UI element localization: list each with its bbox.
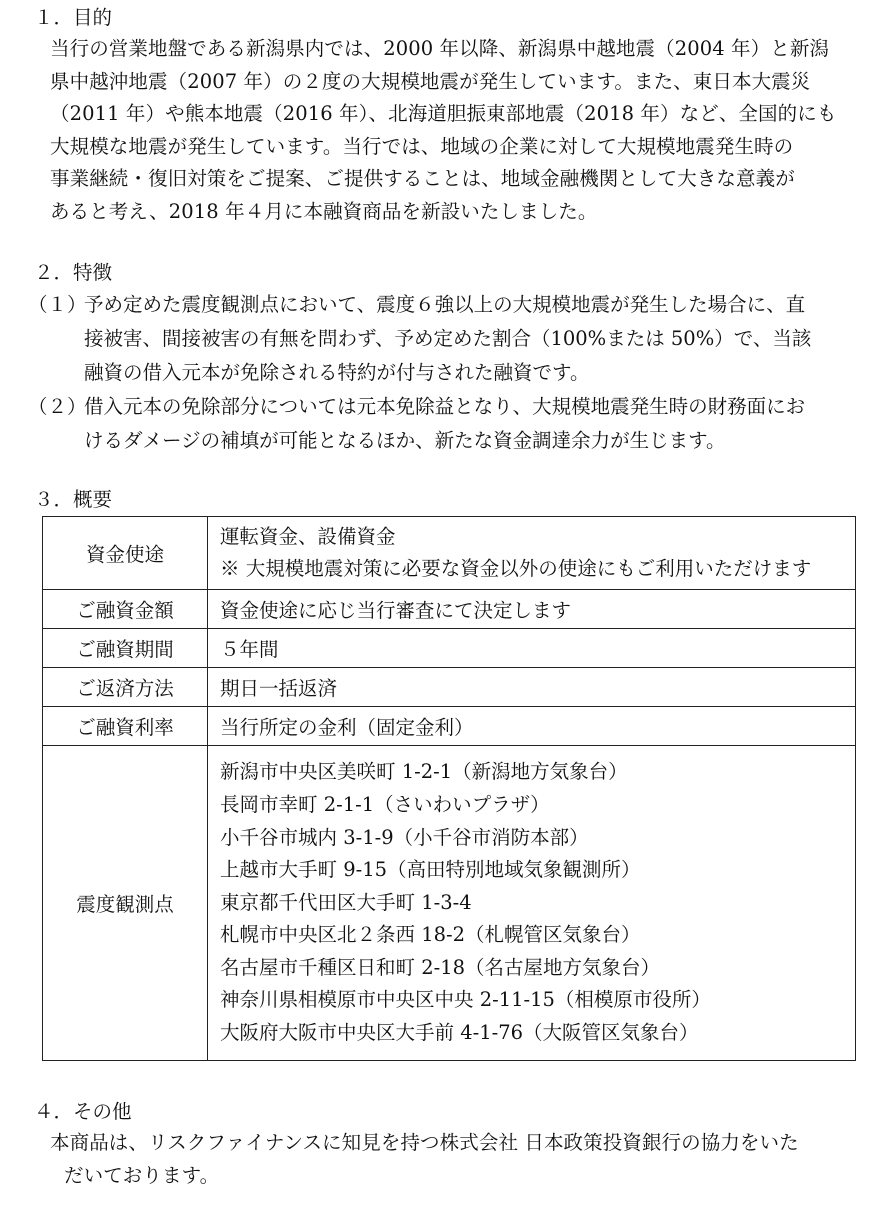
other-line: 本商品は、リスクファイナンスに知見を持つ株式会社 日本政策投資銀行の協力をいた (50, 1131, 799, 1154)
purpose-line: 当行の営業地盤である新潟県内では、2000 年以降、新潟県中越地震（2004 年）と新潟 (50, 37, 830, 60)
table-row (43, 668, 856, 707)
purpose-line: 大規模な地震が発生しています。当行では、地域の企業に対して大規模地震発生時の (50, 134, 794, 158)
row-label-points: 震度観測点 (43, 746, 208, 1061)
table-row (43, 590, 856, 629)
feature-item-1 (28, 288, 868, 390)
table-row (43, 707, 856, 746)
purpose-line: 事業継続・復旧対策をご提案、ご提供することは、地域金融機関として大きな意義が (50, 167, 795, 190)
row-value-use (208, 517, 856, 590)
purpose-line: 県中越沖地震（2007 年）の２度の大規模地震が発生しています。また、東日本大震災 (50, 69, 811, 93)
other-paragraph (50, 1127, 862, 1192)
row-label-use: 資金使途 (43, 517, 208, 590)
row-value-rate: 当行所定の金利（固定金利） (208, 707, 856, 746)
observation-point: 札幌市中央区北２条西 18-2（札幌管区気象台） (220, 923, 641, 947)
section-heading-overview: ３．概要 (34, 488, 113, 511)
feature-line: 予め定めた震度観測点において、震度６強以上の大規模地震が発生した場合に、直 (84, 293, 806, 316)
row-label-repay: ご返済方法 (43, 668, 208, 707)
feature-line: 接被害、間接被害の有無を問わず、予め定めた割合（100%または 50%）で、当該 (84, 327, 812, 350)
observation-point: 大阪府大阪市中央区大手前 4-1-76（大阪管区気象台） (220, 1021, 699, 1045)
table-row (43, 517, 856, 590)
feature-line: けるダメージの補填が可能となるほか、新たな資金調達余力が生じます。 (84, 429, 726, 452)
row-label-amount: ご融資金額 (43, 590, 208, 629)
row-value-repay: 期日一括返済 (208, 668, 856, 707)
purpose-line: （2011 年）や熊本地震（2016 年）、北海道胆振東部地震（2018 年）など、全国的にも (50, 102, 837, 125)
feature-line: 借入元本の免除部分については元本免除益となり、大規模地震発生時の財務面にお (84, 395, 806, 418)
row-value-term: ５年間 (208, 629, 856, 668)
observation-point: 小千谷市城内 3-1-9（小千谷市消防本部） (220, 825, 589, 849)
section-heading-purpose: １．目的 (34, 6, 113, 29)
overview-table (42, 516, 856, 1061)
row-value-points (208, 746, 856, 1061)
feature-item-2 (28, 390, 868, 458)
feature-line: 融資の借入元本が免除される特約が付与された融資です。 (84, 361, 590, 384)
observation-point: 長岡市幸町 2-1-1（さいわいプラザ） (220, 792, 550, 816)
observation-point: 上越市大手町 9-15（高田特別地域気象観測所） (220, 858, 641, 882)
row-label-rate: ご融資利率 (43, 707, 208, 746)
observation-point: 名古屋市千種区日和町 2-18（名古屋地方気象台） (220, 955, 661, 979)
section-heading-other: ４．その他 (34, 1100, 132, 1123)
purpose-paragraph (50, 33, 862, 228)
section-heading-features: ２．特徴 (34, 261, 113, 284)
observation-point: 神奈川県相模原市中央区中央 2-11-15（相模原市役所） (220, 988, 711, 1012)
table-row (43, 629, 856, 668)
other-line: だいております。 (64, 1163, 220, 1187)
purpose-line: あると考え、2018 年４月に本融資商品を新設いたしました。 (50, 199, 598, 223)
use-note: ※ 大規模地震対策に必要な資金以外の使途にもご利用いただけます (220, 557, 812, 580)
feature-number: （１） (28, 293, 87, 316)
row-label-term: ご融資期間 (43, 629, 208, 668)
table-row (43, 746, 856, 1061)
observation-point: 新潟市中央区美咲町 1-2-1（新潟地方気象台） (220, 760, 628, 784)
row-value-amount: 資金使途に応じ当行審査にて決定します (208, 590, 856, 629)
feature-number: （２） (28, 395, 87, 418)
observation-point: 東京都千代田区大手町 1-3-4 (220, 890, 472, 914)
use-line: 運転資金、設備資金 (220, 525, 396, 548)
